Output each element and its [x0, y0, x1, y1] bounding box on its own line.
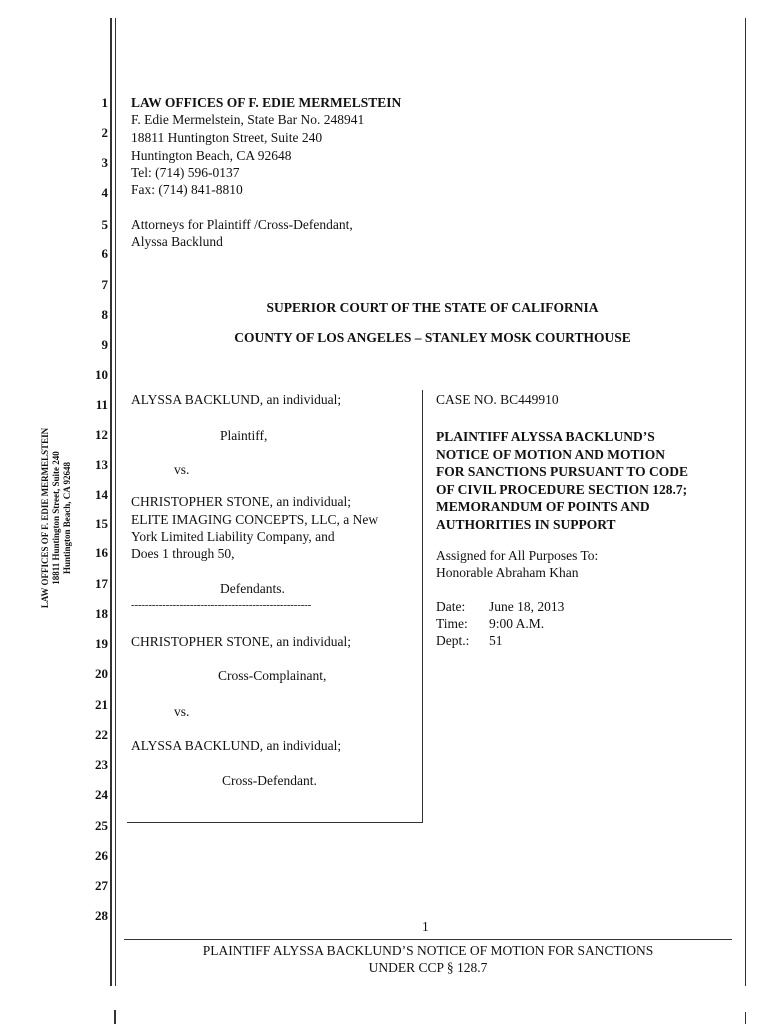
side-firm-street: 18811 Huntington Street, Suite 240	[51, 451, 61, 585]
vs-label-1: vs.	[174, 462, 190, 477]
side-firm-block	[40, 398, 76, 638]
line-number: 25	[95, 818, 108, 833]
defendant-line-3: York Limited Liability Company, and	[131, 529, 335, 544]
defendant-line-2: ELITE IMAGING CONCEPTS, LLC, a New	[131, 512, 379, 527]
right-margin-rule	[745, 18, 746, 986]
cross-complainant-role: Cross-Complainant,	[218, 668, 327, 683]
side-firm-city: Huntington Beach, CA 92648	[62, 461, 72, 575]
firm-tel: Tel: (714) 596-0137	[131, 165, 240, 180]
line-number: 14	[95, 487, 108, 502]
hearing-time-value: 9:00 A.M.	[489, 616, 545, 631]
document-title-line: MEMORANDUM OF POINTS AND	[436, 499, 650, 514]
line-number: 28	[95, 908, 108, 923]
line-number: 5	[101, 217, 108, 232]
plaintiff-role: Plaintiff,	[220, 428, 268, 443]
client-name: Alyssa Backlund	[131, 234, 223, 249]
defendant-line-1: CHRISTOPHER STONE, an individual;	[131, 494, 352, 509]
line-number: 9	[101, 337, 108, 352]
line-number: 19	[95, 636, 108, 651]
line-number: 27	[95, 878, 108, 893]
hearing-dept-value: 51	[489, 633, 503, 648]
judge-name: Honorable Abraham Khan	[436, 565, 579, 580]
document-title-line: FOR SANCTIONS PURSUANT TO CODE	[436, 464, 689, 479]
cross-complainant-name: CHRISTOPHER STONE, an individual;	[131, 634, 352, 649]
line-number: 21	[95, 697, 108, 712]
left-margin-rule-inner	[115, 18, 116, 986]
footer-title-line-2: UNDER CCP § 128.7	[368, 960, 488, 975]
page-number: 1	[422, 919, 429, 934]
assigned-label: Assigned for All Purposes To:	[436, 548, 599, 563]
line-number: 10	[95, 367, 108, 382]
line-number: 20	[95, 666, 108, 681]
line-number: 4	[101, 185, 108, 200]
document-title	[436, 428, 688, 533]
line-number: 26	[95, 848, 108, 863]
hearing-time-label: Time:	[436, 616, 468, 631]
cross-defendant-role: Cross-Defendant.	[222, 773, 317, 788]
line-number: 17	[95, 576, 108, 591]
bottom-edge-mark-right	[745, 1012, 746, 1024]
document-title-line: PLAINTIFF ALYSSA BACKLUND’S	[436, 429, 655, 444]
vs-label-2: vs.	[174, 704, 190, 719]
caption-box-bottom-rule	[127, 822, 423, 823]
firm-street: 18811 Huntington Street, Suite 240	[131, 130, 323, 145]
line-number: 7	[101, 277, 108, 292]
side-firm-name: LAW OFFICES OF F. EDIE MERMELSTEIN	[40, 427, 50, 609]
line-number: 11	[95, 397, 108, 412]
firm-fax: Fax: (714) 841-8810	[131, 182, 243, 197]
attorneys-for: Attorneys for Plaintiff /Cross-Defendant,	[131, 217, 353, 232]
line-number: 24	[95, 787, 108, 802]
line-number: 22	[95, 727, 108, 742]
firm-name: LAW OFFICES OF F. EDIE MERMELSTEIN	[131, 95, 402, 110]
line-number: 3	[101, 155, 108, 170]
line-number: 13	[95, 457, 108, 472]
hearing-date-value: June 18, 2013	[489, 599, 565, 614]
line-number: 8	[101, 307, 108, 322]
caption-box-right-rule	[422, 390, 423, 822]
plaintiff-name: ALYSSA BACKLUND, an individual;	[131, 392, 342, 407]
bottom-edge-mark-left	[114, 1010, 116, 1024]
line-number: 12	[95, 427, 108, 442]
line-number: 6	[101, 246, 108, 261]
footer-title-line-1: PLAINTIFF ALYSSA BACKLUND’S NOTICE OF MOTION FOR SANCTIONS	[202, 943, 654, 958]
document-title-line: NOTICE OF MOTION AND MOTION	[436, 446, 666, 462]
line-number: 18	[95, 606, 108, 621]
court-county: COUNTY OF LOS ANGELES – STANLEY MOSK COURTHOUSE	[234, 330, 631, 345]
case-number: CASE NO. BC449910	[436, 392, 559, 407]
line-number: 15	[95, 516, 108, 531]
defendants-role: Defendants.	[220, 581, 285, 596]
court-name: SUPERIOR COURT OF THE STATE OF CALIFORNIA	[266, 300, 599, 315]
line-number: 16	[95, 545, 108, 560]
line-number: 23	[95, 757, 108, 772]
document-title-line: OF CIVIL PROCEDURE SECTION 128.7;	[436, 481, 688, 497]
line-number: 2	[101, 125, 108, 140]
cross-defendant-name: ALYSSA BACKLUND, an individual;	[131, 738, 342, 753]
hearing-dept-label: Dept.:	[436, 633, 470, 648]
firm-city: Huntington Beach, CA 92648	[131, 148, 292, 163]
attorney-name: F. Edie Mermelstein, State Bar No. 248941	[131, 112, 365, 127]
caption-divider: ----------------------------------------------------	[131, 599, 312, 611]
footer-rule	[124, 939, 732, 940]
defendant-line-4: Does 1 through 50,	[131, 546, 235, 561]
left-margin-rule-outer	[110, 18, 112, 986]
document-title-line: AUTHORITIES IN SUPPORT	[436, 516, 616, 532]
line-number: 1	[101, 95, 108, 110]
hearing-date-label: Date:	[436, 599, 466, 614]
